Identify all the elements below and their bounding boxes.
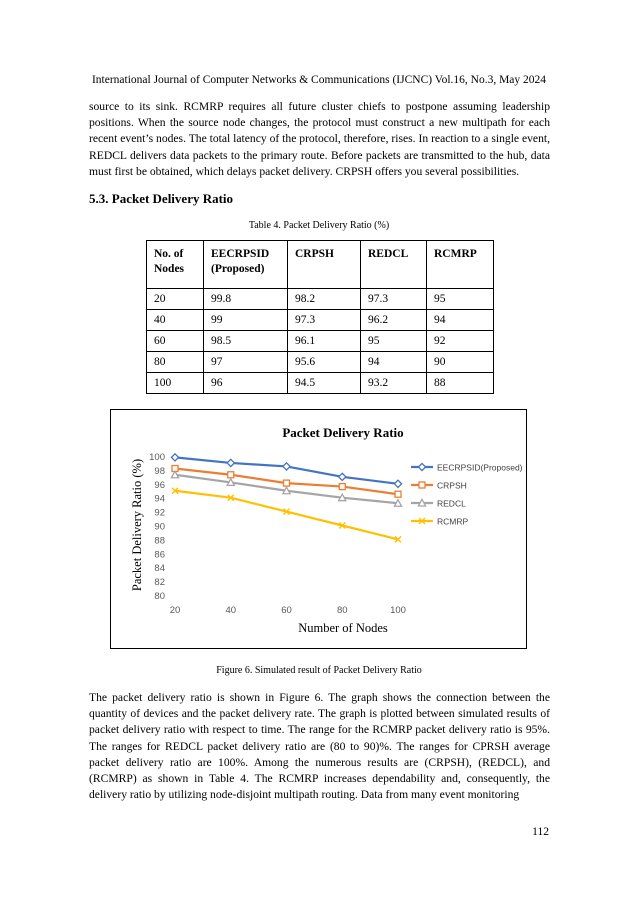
header-eecrpsid: EECRPSID (Proposed) xyxy=(204,241,288,289)
body-paragraph-2: The packet delivery ratio is shown in Figure 6. The graph shows the connection between the quantity of devices and the packet delivery rate. The graph is plotted between simulated results of packet delivery ratio with respect to time. The range for the RCMRP packet delivery ratio is 95%. The ranges for REDCL packet delivery ratio are (80 to 90)%. The ranges for CPRSH average packet delivery ratio are 100%. Among the numerous results are (CRPSH), (REDCL), and (RCMRP) as shown in Table 4. The RCMRP increases dependability and, consequently, the delivery ratio by utilizing node-disjoint multipath routing. Data from many event monitoring xyxy=(89,691,550,802)
header-nodes: No. of Nodes xyxy=(147,241,204,289)
packet-delivery-table xyxy=(146,240,494,394)
y-tick-label: 86 xyxy=(154,549,165,561)
table-cell: 40 xyxy=(147,310,204,331)
series-line xyxy=(175,491,398,540)
data-point xyxy=(228,472,234,478)
table-cell: 93.2 xyxy=(361,373,427,394)
table-header-row xyxy=(147,241,494,289)
table-cell: 100 xyxy=(147,373,204,394)
table-cell: 95 xyxy=(361,331,427,352)
x-tick-label: 20 xyxy=(169,605,181,616)
table-row xyxy=(147,373,494,394)
data-point xyxy=(339,494,346,501)
y-tick-label: 100 xyxy=(149,452,165,463)
y-tick-label: 90 xyxy=(154,521,165,533)
table-row xyxy=(147,331,494,352)
chart-frame xyxy=(110,409,527,649)
legend-marker xyxy=(418,463,425,470)
data-point xyxy=(339,473,346,480)
y-tick-label: 82 xyxy=(154,577,165,589)
body-paragraph-1: source to its sink. RCMRP requires all future cluster chiefs to postpone assuming leadership positions. When the source node changes, the protocol must construct a new multipath for each recent event’s nodes. The total latency of the protocol, therefore, rises. In reaction to a single event, REDCL delivers data packets to the primary route. Before packets are transmitted to the hub, data must first be obtained, which delays packet delivery. CRPSH offers you several possibilities. xyxy=(89,100,550,178)
data-point xyxy=(227,479,234,486)
data-point xyxy=(227,459,234,466)
data-point xyxy=(284,480,290,486)
table-cell: 90 xyxy=(427,352,494,373)
y-tick-label: 80 xyxy=(154,591,165,602)
data-point xyxy=(339,484,345,490)
table-cell: 20 xyxy=(147,289,204,310)
table-caption: Table 4. Packet Delivery Ratio (%) xyxy=(248,220,390,231)
table-cell: 99 xyxy=(204,310,288,331)
table-cell: 99.8 xyxy=(204,289,288,310)
table-cell: 97 xyxy=(204,352,288,373)
legend-marker xyxy=(418,499,425,506)
data-point xyxy=(395,491,401,497)
table-cell: 60 xyxy=(147,331,204,352)
table-cell: 97.3 xyxy=(361,289,427,310)
table-cell: 88 xyxy=(427,373,494,394)
data-point xyxy=(283,487,290,494)
table-cell: 96.1 xyxy=(288,331,361,352)
table-cell: 96.2 xyxy=(361,310,427,331)
x-tick-label: 40 xyxy=(225,605,237,616)
y-tick-label: 96 xyxy=(154,479,165,491)
x-tick-label: 100 xyxy=(390,605,406,616)
header-redcl: REDCL xyxy=(361,241,427,289)
table-cell: 97.3 xyxy=(288,310,361,331)
table-cell: 98.2 xyxy=(288,289,361,310)
data-point xyxy=(171,454,178,461)
table-cell: 94 xyxy=(427,310,494,331)
legend-entry: EECRPSID(Proposed) xyxy=(437,462,523,473)
x-axis-label: Number of Nodes xyxy=(298,621,388,635)
data-point xyxy=(394,480,401,487)
y-tick-label: 92 xyxy=(154,507,165,519)
table-cell: 95.6 xyxy=(288,352,361,373)
y-tick-label: 84 xyxy=(154,563,165,575)
page-number: 112 xyxy=(532,826,549,838)
table-cell: 80 xyxy=(147,352,204,373)
table-row xyxy=(147,289,494,310)
chart-title: Packet Delivery Ratio xyxy=(282,425,404,440)
x-tick-label: 60 xyxy=(281,605,292,616)
table-cell: 96 xyxy=(204,373,288,394)
packet-delivery-chart xyxy=(111,410,526,648)
data-point xyxy=(394,500,401,507)
header-rcmrp: RCMRP xyxy=(427,241,494,289)
legend-marker xyxy=(419,482,425,488)
table-cell: 95 xyxy=(427,289,494,310)
y-tick-label: 98 xyxy=(154,465,165,477)
y-axis-label: Packet Delivery Ratio (%) xyxy=(130,458,144,592)
y-tick-label: 94 xyxy=(154,493,165,505)
figure-caption: Figure 6. Simulated result of Packet Delivery Ratio xyxy=(216,665,422,676)
data-point xyxy=(283,463,290,470)
legend-entry: REDCL xyxy=(437,498,466,509)
table-cell: 92 xyxy=(427,331,494,352)
table-cell: 98.5 xyxy=(204,331,288,352)
legend-entry: CRPSH xyxy=(437,480,467,491)
journal-header: International Journal of Computer Networks & Communications (IJCNC) Vol.16, No.3, May 2024 xyxy=(91,74,547,86)
header-crpsh: CRPSH xyxy=(288,241,361,289)
table-row xyxy=(147,310,494,331)
y-tick-label: 88 xyxy=(154,535,165,547)
section-title: 5.3. Packet Delivery Ratio xyxy=(89,191,234,206)
table-row xyxy=(147,352,494,373)
x-tick-label: 80 xyxy=(336,605,348,616)
legend-entry: RCMRP xyxy=(437,516,469,527)
table-cell: 94 xyxy=(361,352,427,373)
table-cell: 94.5 xyxy=(288,373,361,394)
